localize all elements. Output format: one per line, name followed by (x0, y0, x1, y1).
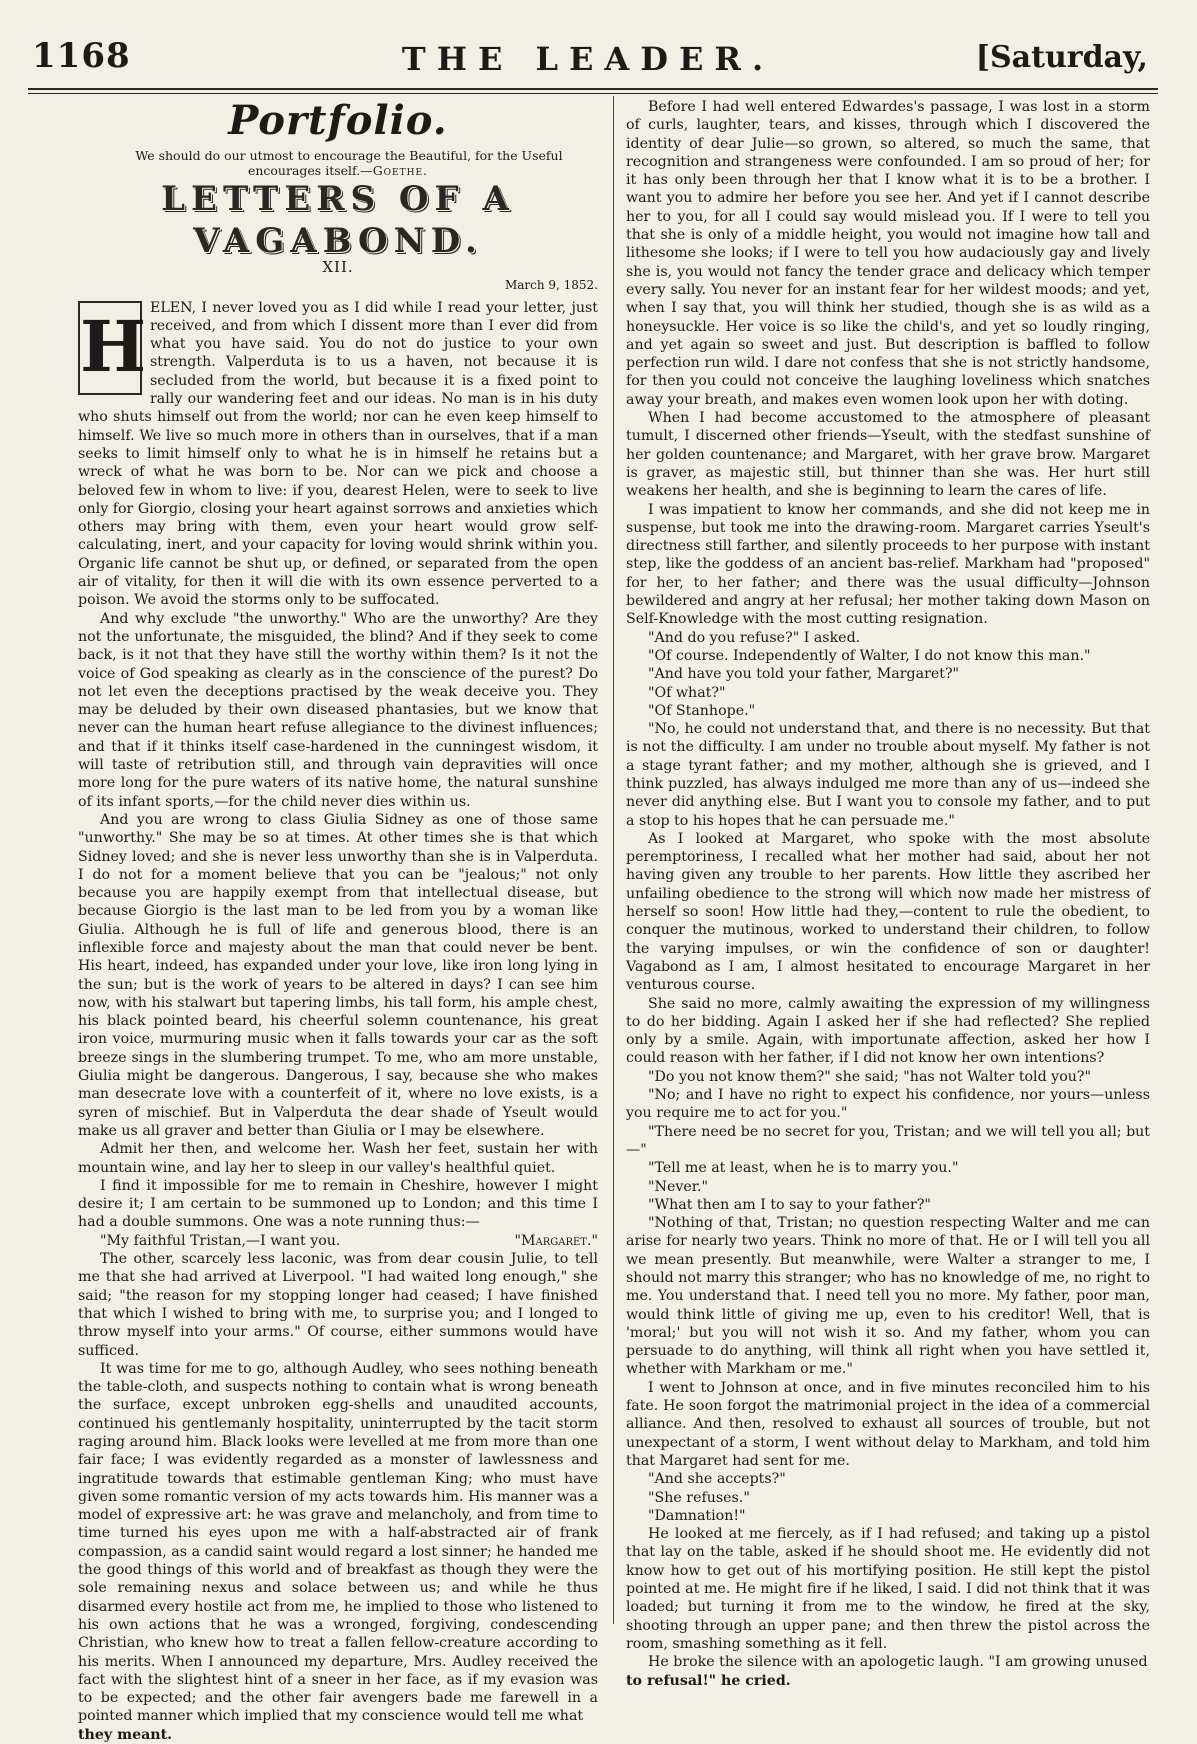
drop-cap-box (78, 301, 147, 395)
paragraph: It was time for me to go, although Audley, who sees nothing beneath the table-cloth, and suspects nothing to contain what is wrong beneath the surface, except unbroken egg-shells and unaudited accounts, continued his gentlemanly hospitality, uninterrupted by the tacit storm raging around him. Black looks were levelled at me from more than one fair face; I was evidently regarded as a monster of lawlessness and ingratitude towards that estimable gentleman King; who must have given some romantic version of my acts towards him. His manner was a model of expressive art: he was grave and melancholy, and from time to time turned his eyes upon me with a half-abstracted air of frank compassion, as a candid saint would regard a lost sinner; he handed me the good things of this world and of breakfast as though they were the sole remaining nexus and solace between us; and while he thus disarmed every hostile act from me, he implied to those who listened to his own actions that he was a wronged, forgiving, condescending Christian, who knew how to treat a fallen fellow-creature according to his merits. When I announced my departure, Mrs. Audley received the fact with the slightest hint of a sneer in her face, as if my evasion was to be expected; and the other fair avengers bade me farewell in a pointed manner which implied that my conscience would tell me what (78, 1360, 598, 1725)
dialogue-line: "Of course. Independently of Walter, I do not know this man." (648, 647, 1091, 664)
paragraph: When I had become accustomed to the atmosphere of pleasant tumult, I discerned other friends—Yseult, with the stedfast sunshine of her golden countenance; and Margaret, with her grave brow. Margaret is graver, as majestic still, but thinner than she was. Her hurt still weakens her health, and she is beginning to learn the cares of life. (626, 410, 1150, 500)
paragraph-end: to refusal!" he cried. (626, 1672, 791, 1689)
dialogue-line: "Of what?" (648, 684, 726, 701)
epigraph-text: We should do our utmost to encourage the Beautiful, for the Useful encourages itself.— (135, 148, 563, 178)
dialogue-line: "And have you told your father, Margaret?" (648, 666, 960, 683)
article-title: LETTERS OF A VAGABOND. (161, 179, 515, 261)
dialogue-line: "Damnation!" (648, 1507, 746, 1524)
paragraph: Admit her then, and welcome her. Wash her feet, sustain her with mountain wine, and lay her to sleep in our valley's healthful quiet. (78, 1141, 598, 1176)
dialogue-line: "Of Stanhope." (648, 702, 756, 719)
paragraph: I went to Johnson at once, and in five minutes reconciled him to his fate. He soon forgot the matrimonial project in the idea of a commercial alliance. And then, resolved to exhaust all sources of trouble, but not unexpectant of a storm, I went without delay to Markham, and told him that Margaret had sent for me. (626, 1379, 1150, 1469)
paragraph: He broke the silence with an apologetic laugh. "I am growing unused (648, 1654, 1148, 1671)
dialogue-line: "There need be no secret for you, Tristan; and we will tell you all; but—" (626, 1123, 1150, 1158)
header-rule (28, 88, 1158, 90)
page-header (28, 32, 1148, 92)
paragraph: ELEN, I never loved you as I did while I read your letter, just received, and from which I dissent more than I ever did from what you have said. You do not do justice to your own strength. Valperduta is to us a haven, not because it is secluded from the world, but because it is a fixed point to rally our wandering feet and our ideas. No man is in his duty who shuts himself out from the world; nor can he even keep himself to himself. We live so much more in others than in ourselves, that if a man seeks to limit himself only to what he is in himself he retains but a wreck of what he was born to be. Nor can we pick and choose a beloved few in whom to live: if you, dearest Helen, were to seek to live only for Giorgio, closing your heart against sorrows and anxieties which others may bring with them, even your heart would grow self-calculating, inert, and your capacity for loving would shrink within you. Organic life cannot be shut up, or defined, or separated from the open air of vitality, for then it will die with its own essence perverted to a poison. We avoid the storms only to be suffocated. (78, 299, 598, 609)
masthead-title: THE LEADER. (401, 40, 775, 78)
paragraph: Before I had well entered Edwardes's passage, I was lost in a storm of curls, laughter, tears, and kisses, through which I discovered the identity of dear Julie—so grown, so altered, so much the same, that recognition and strangeness were confounded. I am so proud of her; for it has only been through her that I know what it is to be a brother. I want you to admire her before you see her. And yet if I cannot describe her to you, for all I could say would mislead you. If I were to tell you that she is only of a middle height, you would not imagine how tall and lithesome she looks; if I were to tell you how audaciously gay and lively she is, you would not fancy the tender grace and delicacy which temper every sally. You never for an instant fear for her wildest moods; and yet, when I say that, you will think her studied, though she is as wild as a honeysuckle. Her voice is so like the child's, and yet so loudly ringing, and yet again so sweet and just. But description is baffled to follow perfection run wild. I dare not confess that she is not strictly handsome, for then you could not conceive the laughing loveliness which snatches away your breath, and makes even women look upon her with doting. (626, 99, 1150, 408)
paragraph: As I looked at Margaret, who spoke with the most absolute peremptoriness, I recalled what her mother had said, about her not having given any trouble to her parents. How little they ascribed her unfailing obedience to the strong will which now made her mistress of herself so soon! How little had they,—content to rule the obedient, to conquer the mutinous, worked to understand their children, to follow the varying impulses, or win the confidence of son or daughter! Vagabond as I am, I almost hesitated to encourage Margaret in her venturous course. (626, 830, 1150, 994)
section-heading-portfolio: Portfolio. (228, 97, 448, 144)
paragraph: He looked at me fiercely, as if I had refused; and taking up a pistol that lay on the table, asked if he should shoot me. He evidently did not know how to get out of his mortifying position. He still kept the pistol pointed at me. He might fire if he liked, I said. I did not think that it was loaded; but turning it from me to the window, he fired at the sky, shooting through an upper pane; and then threw the pistol across the room, smashing something as it fell. (626, 1526, 1150, 1652)
dialogue-line: "No; and I have no right to expect his confidence, nor yours—unless you require me to act for you." (626, 1087, 1150, 1122)
paragraph: I find it impossible for me to remain in Cheshire, however I might desire it; I am certain to be summoned up to London; and this time I had a double summons. One was a note running thus:— (78, 1177, 598, 1231)
epigraph (78, 148, 598, 178)
dialogue-line: "She refuses." (648, 1489, 750, 1506)
column-divider (613, 96, 614, 1624)
drop-cap: H (80, 304, 147, 388)
paragraph: I was impatient to know her commands, and she did not keep me in suspense, but took me into the drawing-room. Margaret carries Yseult's directness still farther, and silently proceeds to her purpose with instant step, like the goddess of an ancient bas-relief. Markham had "proposed" for her, to her father; and there was the usual difficulty—Johnson bewildered and angry at her refusal; her mother taking down Mason on Self-Knowledge with the most cutting resignation. (626, 501, 1150, 628)
note-signature: "Margaret." (514, 1232, 598, 1249)
header-rule-thin (28, 93, 1158, 94)
page-number: 1168 (32, 36, 131, 76)
dialogue-line: "What then am I to say to your father?" (648, 1196, 931, 1213)
dialogue-line: "And do you refuse?" I asked. (648, 629, 861, 646)
dateline: March 9, 1852. (504, 278, 598, 293)
paragraph: "Nothing of that, Tristan; no question respecting Walter and me can arise for nearly two years. Think no more of that. He or I will tell you all we mean presently. But meanwhile, were Walter a stranger to me, I should not marry this stranger; who has no knowledge of me, no right to me. You understand that. I need tell you no more. My father, poor man, would think little of giving me up, even to his creditor! Well, that is 'moral;' but you will not wish it so. And my father, whom you can persuade to do anything, will think all right when you have settled it, whether with Markham or me." (626, 1215, 1150, 1378)
paragraph-end: they meant. (78, 1726, 173, 1743)
dialogue-line: "Do you not know them?" she said; "has not Walter told you?" (648, 1068, 1092, 1085)
epigraph-author: Goethe. (372, 163, 429, 178)
note-text: "My faithful Tristan,—I want you. (100, 1232, 341, 1249)
paragraph: And why exclude "the unworthy." Who are the unworthy? Are they not the unfortunate, the misguided, the blind? And if they seek to come back, is it not that they have still the worthy within them? Is it not the voice of God speaking as clearly as in the conscience of the purest? Do not let even the deceptions practised by the weak deceive you. They may be deluded by their own diseased phantasies, but we know that never can the human heart refuse allegiance to the divinest influences; and that if it thinks itself case-hardened in the cunningest wisdom, it will taste of retribution still, and through vain depravities will once more long for the pure waters of its native home, the natural sunshine of its infant sports,—for the child never dies within us. (78, 610, 598, 810)
dialogue-line: "Never." (648, 1178, 709, 1195)
note-quote (78, 1232, 598, 1250)
letter-number: XII. (322, 258, 354, 276)
paragraph: The other, scarcely less laconic, was from dear cousin Julie, to tell me that she had arrived at Liverpool. "I had waited long enough," she said; "the reason for my stopping longer had ceased; I have finished that which I wished to bring with me, to surprise you; and I longed to throw myself into your arms." Of course, either summons would have sufficed. (78, 1251, 598, 1359)
paragraph: And you are wrong to class Giulia Sidney as one of those same "unworthy." She may be so at times. At other times she is that which Sidney loved; and she is never less unworthy than she is in Valperduta. I do not for a moment believe that you can be "jealous;" not only because you are happily exempt from that intellectual disease, but because Giorgio is the last man to be led from you by a woman like Giulia. Although he is full of life and generous blood, there is an inflexible force and majesty about the man that could never be bent. His heart, indeed, has expanded under your love, like iron long lying in the sun; but is the work of years to be altered in days? I can see him now, with his stalwart but tapering limbs, his tall form, his ample chest, his black pointed beard, his cheerful solemn countenance, his great iron voice, murmuring music when it falls towards your car as the soft breeze sings in the slumbering trumpet. To me, who am more unstable, Giulia might be dangerous. Dangerous, I say, because she who makes man desecrate love with a counterfeit of it, where no love exists, is a syren of mischief. But in Valperduta the dear shade of Yseult would make us all graver and better than Giulia or I may be elsewhere. (78, 811, 598, 1139)
dialogue-line: "And she accepts?" (648, 1471, 786, 1488)
paragraph: "No, he could not understand that, and there is no necessity. But that is not the difficulty. I am under no trouble about myself. My father is not a stage tyrant father; and my mother, although she is grieved, and I think puzzled, has always indulged me more than any of us—indeed she never did anything else. But I want you to console my father, and to put a stop to his hopes that he can persuade me." (626, 721, 1150, 829)
left-column (78, 98, 598, 1744)
header-day: [Saturday, (975, 40, 1148, 75)
dialogue-line: "Tell me at least, when he is to marry you." (648, 1160, 959, 1177)
right-column (626, 98, 1150, 1690)
paragraph: She said no more, calmly awaiting the expression of my willingness to do her bidding. Again I asked her if she had reflected? She replied only by a smile. Again, with importunate affection, asked her how I could reason with her father, if I did not know her own intentions? (626, 995, 1150, 1067)
